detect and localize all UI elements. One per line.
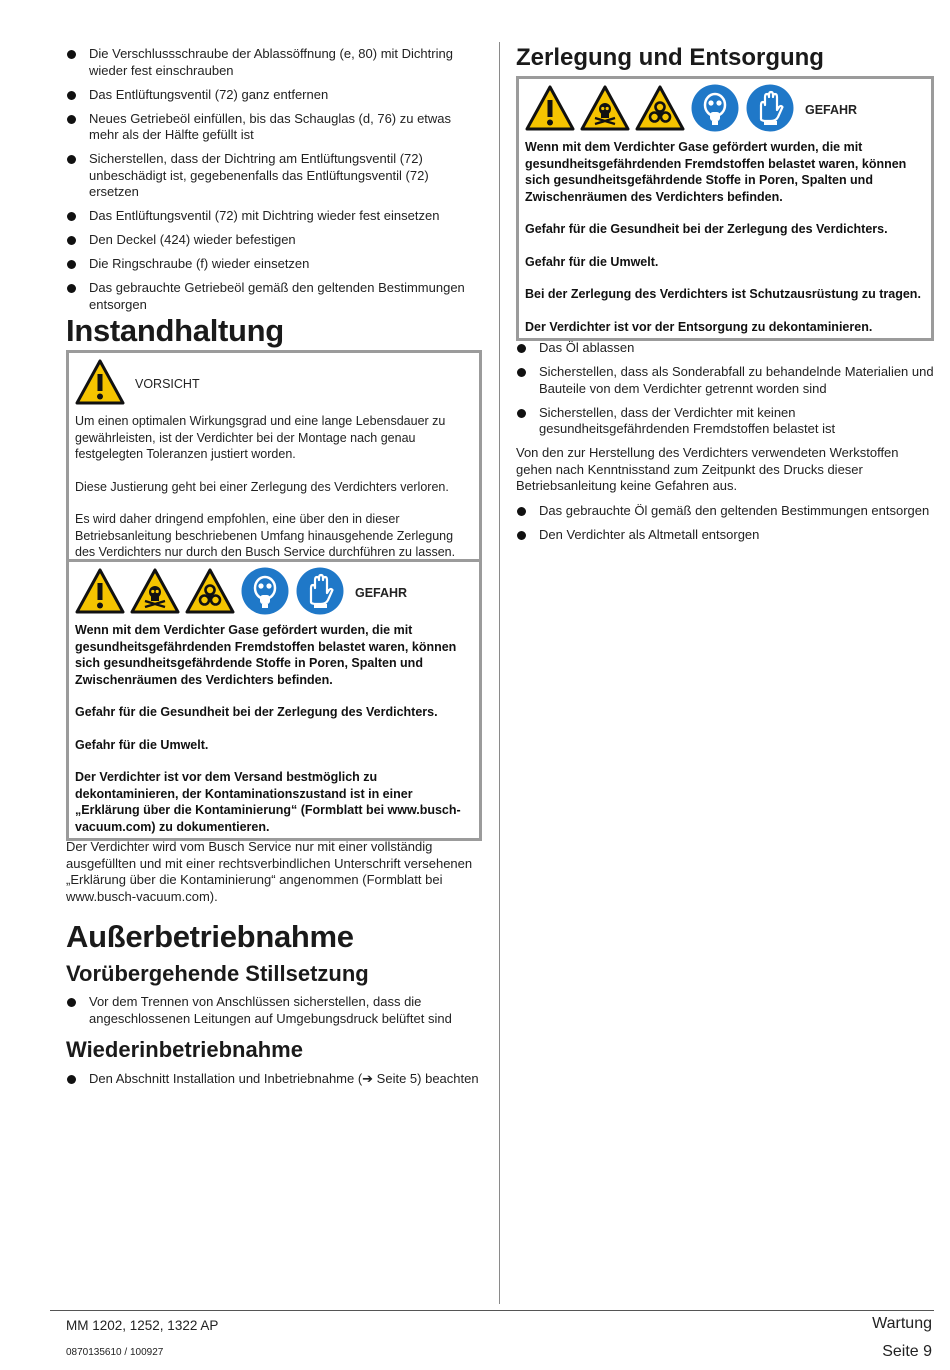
subsection-title-stillsetzung: Vorübergehende Stillsetzung [66, 961, 369, 986]
section-title-ausserbetriebnahme: Außerbetriebnahme [66, 919, 354, 954]
wear-gloves-icon [295, 566, 345, 621]
biohazard-icon [185, 568, 235, 619]
wear-respirator-icon [690, 83, 740, 138]
danger-text: Wenn mit dem Verdichter Gase gefördert wurden, die mit gesundheitsgefährdenden Fremdstoffen belastet waren, können sich gesundheitsgefährdende Stoffe in Poren, Spalten und Zwischenräumen des Verdichters befinden. [525, 140, 907, 204]
danger-icons [525, 85, 925, 135]
danger-signal-word: GEFAHR [805, 103, 858, 117]
toxic-skull-icon [130, 568, 180, 619]
general-warning-icon [75, 568, 125, 619]
list-item: Das gebrauchte Öl gemäß den geltenden Bestimmungen entsorgen [516, 503, 934, 520]
list-item: Den Deckel (424) wieder befestigen [66, 232, 482, 249]
danger-text: Der Verdichter ist vor dem Versand bestmöglich zu dekontaminieren, der Kontaminationszustand ist in einer „Erklärung über die Kontaminierung“ (Formblatt bei www.busch-vacuum.com) zu dokumentieren. [75, 770, 461, 834]
biohazard-icon [635, 85, 685, 136]
danger-text: Gefahr für die Umwelt. [75, 737, 209, 752]
footer-model: MM 1202, 1252, 1322 AP [66, 1318, 219, 1333]
list-item: Sicherstellen, dass als Sonderabfall zu behandelnde Materialien und Bauteile von dem Verdichter getrennt worden sind [516, 364, 934, 397]
danger-text: Wenn mit dem Verdichter Gase gefördert wurden, die mit gesundheitsgefährdenden Fremdstoffen belastet waren, können sich gesundheitsgefährdende Stoffe in Poren, Spalten und Zwischenräumen des Verdichters befinden. [75, 623, 457, 687]
subsection-title-wiederinbetriebnahme: Wiederinbetriebnahme [66, 1037, 303, 1062]
list-item: Die Verschlussschraube der Ablassöffnung (e, 80) mit Dichtring wieder fest einschrauben [66, 46, 482, 79]
wear-respirator-icon [240, 566, 290, 621]
list-item: Die Ringschraube (f) wieder einsetzen [66, 256, 482, 273]
caution-icons [75, 359, 473, 409]
danger-icons [75, 568, 473, 618]
footer-rule [50, 1310, 934, 1311]
disposal-final-list [516, 503, 934, 551]
danger-text: Der Verdichter ist vor der Entsorgung zu dekontaminieren. [525, 319, 873, 334]
list-item: Das Öl ablassen [516, 340, 934, 357]
caution-text: Es wird daher dringend empfohlen, eine über den in dieser Betriebsanleitung beschriebenen Umfang hinausgehende Zerlegung des Verdichters nur durch den Busch Service durchführen zu lassen. [75, 512, 456, 559]
toxic-skull-icon [580, 85, 630, 136]
list-item: Sicherstellen, dass der Dichtring am Entlüftungsventil (72) unbeschädigt ist, gegebenenfalls das Entlüftungsventil (72) ersetzen [66, 151, 482, 201]
general-warning-icon [525, 85, 575, 136]
list-item: Den Abschnitt Installation und Inbetriebnahme (➔ Seite 5) beachten [66, 1071, 482, 1088]
service-note: Der Verdichter wird vom Busch Service nur mit einer vollständig ausgefüllten und mit einer rechtsverbindlichen Unterschrift versehenen „Erklärung über die Kontaminierung“ angenommen (Formblatt bei www.busch-vacuum.com). [66, 839, 473, 904]
footer-page-number: Seite 9 [882, 1343, 932, 1360]
stillsetzung-list [66, 994, 482, 1035]
column-divider [499, 42, 500, 1304]
list-item: Den Verdichter als Altmetall entsorgen [516, 527, 934, 544]
list-item: Das Entlüftungsventil (72) ganz entfernen [66, 87, 482, 104]
caution-text: Um einen optimalen Wirkungsgrad und eine lange Lebensdauer zu gewährleisten, ist der Verdichter bei der Montage nach genau festgelegten Toleranzen justiert worden. [75, 414, 446, 461]
list-item: Das Entlüftungsventil (72) mit Dichtring wieder fest einsetzen [66, 208, 482, 225]
danger-box [516, 76, 934, 341]
footer-section: Wartung [872, 1315, 932, 1332]
danger-text: Gefahr für die Gesundheit bei der Zerlegung des Verdichters. [75, 705, 438, 719]
wear-gloves-icon [745, 83, 795, 138]
list-item: Sicherstellen, dass der Verdichter mit keinen gesundheitsgefährdenden Fremdstoffen belastet ist [516, 405, 934, 438]
list-item: Das gebrauchte Getriebeöl gemäß den geltenden Bestimmungen entsorgen [66, 280, 482, 313]
danger-text: Bei der Zerlegung des Verdichters ist Schutzausrüstung zu tragen. [525, 287, 921, 301]
section-title-instandhaltung: Instandhaltung [66, 313, 284, 348]
danger-text: Gefahr für die Umwelt. [525, 254, 659, 269]
disposal-steps-list [516, 340, 934, 445]
materials-note: Von den zur Herstellung des Verdichters verwendeten Werkstoffen gehen nach Kenntnisstand zum Zeitpunkt des Drucks dieser Betriebsanleitung keine Gefahren aus. [516, 445, 899, 493]
caution-box [66, 350, 482, 567]
wiederinbetriebnahme-list [66, 1071, 482, 1095]
list-item: Neues Getriebeöl einfüllen, bis das Schauglas (d, 76) zu etwas mehr als der Hälfte gefüllt ist [66, 111, 482, 144]
caution-signal-word: VORSICHT [135, 377, 200, 391]
general-warning-icon [75, 359, 125, 410]
list-item: Vor dem Trennen von Anschlüssen sicherstellen, dass die angeschlossenen Leitungen auf Umgebungsdruck belüftet sind [66, 994, 482, 1027]
caution-text: Diese Justierung geht bei einer Zerlegung des Verdichters verloren. [75, 479, 449, 494]
danger-text: Gefahr für die Gesundheit bei der Zerlegung des Verdichters. [525, 222, 888, 236]
footer-doc-number: 0870135610 / 100927 [66, 1347, 164, 1358]
danger-box [66, 559, 482, 841]
danger-signal-word: GEFAHR [355, 586, 408, 600]
section-title-zerlegung: Zerlegung und Entsorgung [516, 44, 824, 71]
maintenance-steps-list [66, 46, 482, 321]
